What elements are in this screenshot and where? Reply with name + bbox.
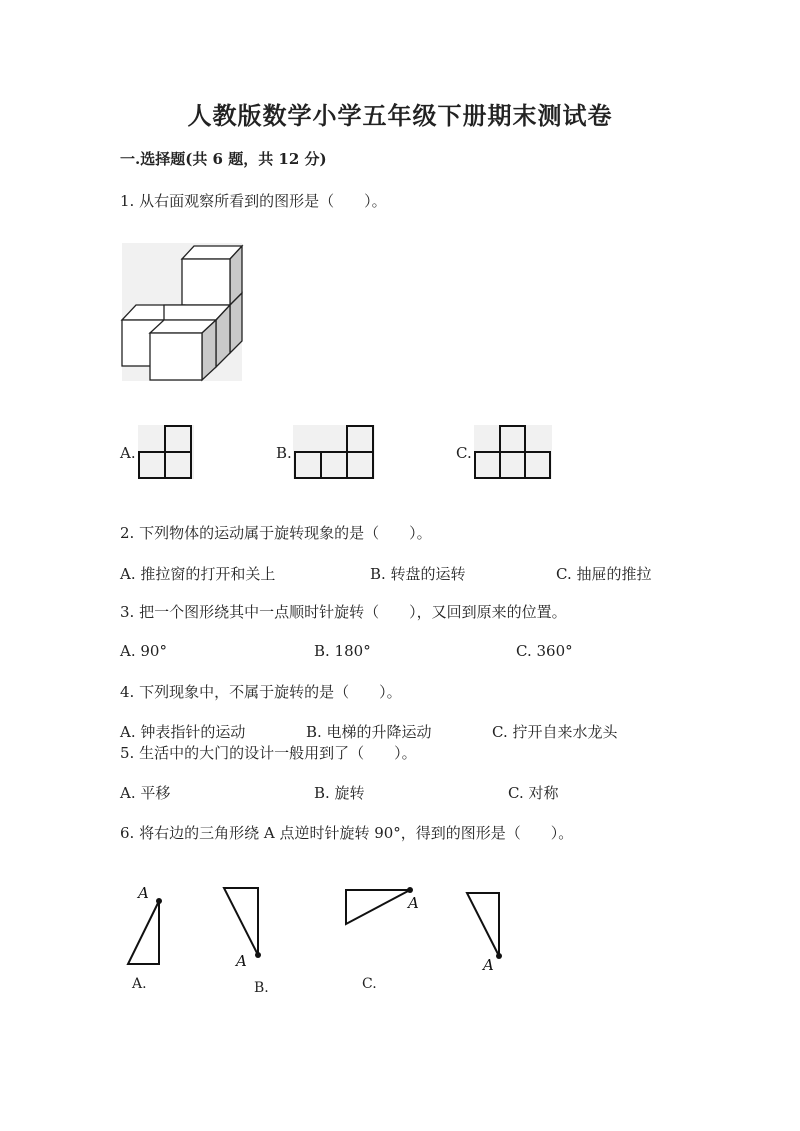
q3-option-b: B. 180° bbox=[314, 642, 371, 660]
q1-option-b-view bbox=[293, 425, 375, 481]
q1-option-c-label: C. bbox=[456, 444, 472, 462]
q6-triangle-c bbox=[344, 884, 434, 994]
q6-option-a-label: A. bbox=[132, 976, 147, 992]
q2-option-c: C. 抽屉的推拉 bbox=[556, 565, 652, 583]
q4-option-c: C. 拧开自来水龙头 bbox=[492, 723, 618, 741]
q5-option-a: A. 平移 bbox=[120, 784, 171, 802]
q3-option-c: C. 360° bbox=[516, 642, 573, 660]
q4-option-b: B. 电梯的升降运动 bbox=[306, 723, 432, 741]
q6-b-point-label: A bbox=[236, 952, 247, 970]
question-5-stem: 5. 生活中的大门的设计一般用到了（ ）。 bbox=[120, 744, 417, 762]
q2-option-b: B. 转盘的运转 bbox=[370, 565, 466, 583]
q6-triangle-b bbox=[222, 886, 278, 996]
q4-option-a: A. 钟表指针的运动 bbox=[120, 723, 246, 741]
q6-option-b-label: B. bbox=[254, 980, 269, 996]
question-6-stem: 6. 将右边的三角形绕 A 点逆时针旋转 90°，得到的图形是（ ）。 bbox=[120, 824, 574, 842]
question-4-stem: 4. 下列现象中，不属于旋转的是（ ）。 bbox=[120, 683, 402, 701]
q6-original-point-label: A bbox=[483, 956, 494, 974]
q1-option-a-view bbox=[138, 425, 194, 481]
q6-c-point-label: A bbox=[408, 894, 419, 912]
q1-option-c-view bbox=[474, 425, 552, 481]
q3-option-a: A. 90° bbox=[120, 642, 167, 660]
question-2-stem: 2. 下列物体的运动属于旋转现象的是（ ）。 bbox=[120, 524, 432, 542]
q6-original-triangle bbox=[466, 892, 516, 972]
q6-triangle-a bbox=[126, 880, 176, 990]
question-1-stem: 1. 从右面观察所看到的图形是（ ）。 bbox=[120, 192, 387, 210]
q5-option-c: C. 对称 bbox=[508, 784, 559, 802]
q5-option-b: B. 旋转 bbox=[314, 784, 365, 802]
cube-stack-figure bbox=[122, 243, 242, 381]
question-3-stem: 3. 把一个图形绕其中一点顺时针旋转（ ），又回到原来的位置。 bbox=[120, 603, 567, 621]
q1-option-b-label: B. bbox=[276, 444, 292, 462]
q1-option-a-label: A. bbox=[120, 444, 136, 462]
page-title: 人教版数学小学五年级下册期末测试卷 bbox=[187, 101, 613, 130]
q6-a-point-label: A bbox=[138, 884, 149, 902]
q2-option-a: A. 推拉窗的打开和关上 bbox=[120, 565, 276, 583]
section-heading: 一.选择题(共 6 题，共 12 分) bbox=[120, 150, 327, 168]
q6-option-c-label: C. bbox=[362, 976, 377, 992]
